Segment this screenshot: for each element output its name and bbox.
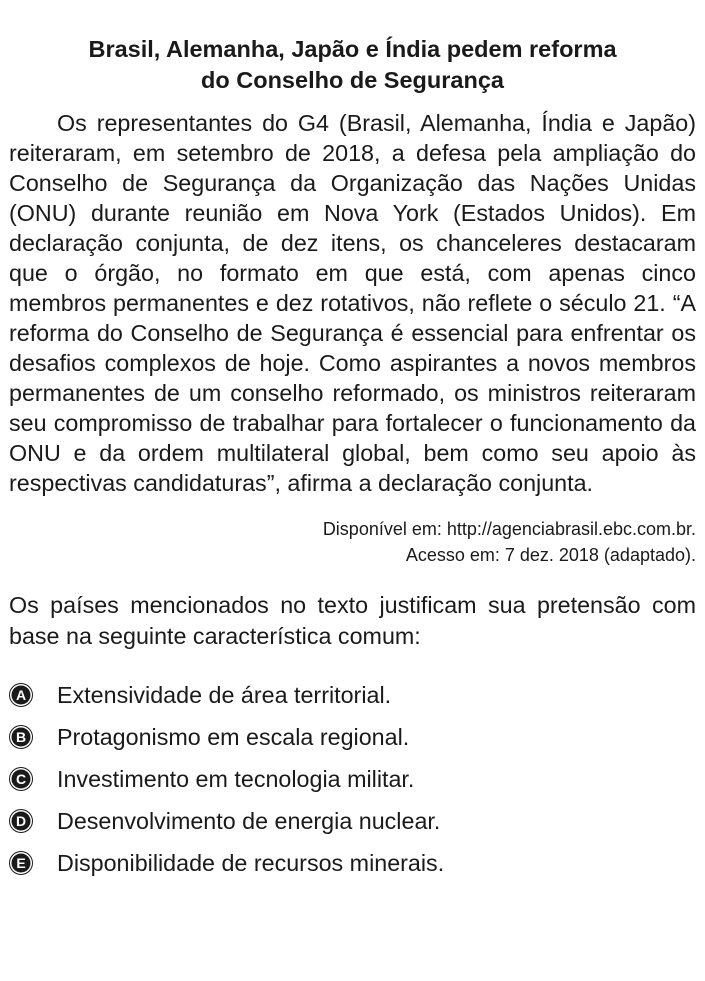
question-prompt: Os países mencionados no texto justificam sua pretensão com base na seguinte característica comum:	[9, 592, 696, 649]
option-e-text: Disponibilidade de recursos minerais.	[57, 849, 445, 876]
source-line-1: Disponível em: http://agenciabrasil.ebc.com.br.	[322, 519, 696, 539]
option-b-letter-badge: B	[10, 726, 32, 748]
option-c-text: Investimento em tecnologia militar.	[57, 765, 415, 792]
option-c-letter-badge: C	[10, 768, 32, 790]
source-line-2: Acesso em: 7 dez. 2018 (adaptado).	[405, 545, 696, 565]
option-a[interactable]	[9, 674, 696, 716]
option-a-letter-badge: A	[10, 684, 32, 706]
option-e[interactable]	[9, 842, 696, 884]
option-c[interactable]	[9, 758, 696, 800]
article-title	[9, 0, 696, 96]
answer-options	[9, 674, 696, 884]
title-line-1: Brasil, Alemanha, Japão e Índia pedem reforma	[88, 36, 617, 62]
option-b[interactable]	[9, 716, 696, 758]
option-b-text: Protagonismo em escala regional.	[57, 723, 410, 750]
option-a-text: Extensividade de área territorial.	[57, 681, 392, 708]
article-body: Os representantes do G4 (Brasil, Alemanha, Índia e Japão) reiteraram, em setembro de 2018, a defesa pela ampliação do Conselho de Segurança da Organização das Nações Unidas (ONU) durante reunião em Nova York (Estados Unidos). Em declaração conjunta, de dez itens, os chanceleres destacaram que o órgão, no formato em que está, com apenas cinco membros permanentes e dez rotativos, não reflete o século 21. “A reforma do Conselho de Segurança é essencial para enfrentar os desafios complexos de hoje. Como aspirantes a novos membros permanentes de um conselho reformado, os ministros reiteraram seu compromisso de trabalhar para fortalecer o funcionamento da ONU e da ordem multilateral global, bem como seu apoio às respectivas candidaturas”, afirma a declaração conjunta.	[9, 110, 696, 496]
option-e-letter-badge: E	[10, 852, 32, 874]
option-d-letter-badge: D	[10, 810, 32, 832]
option-d-text: Desenvolvimento de energia nuclear.	[57, 807, 441, 834]
option-d[interactable]	[9, 800, 696, 842]
source-citation	[9, 516, 696, 568]
title-line-2: do Conselho de Segurança	[201, 67, 504, 93]
